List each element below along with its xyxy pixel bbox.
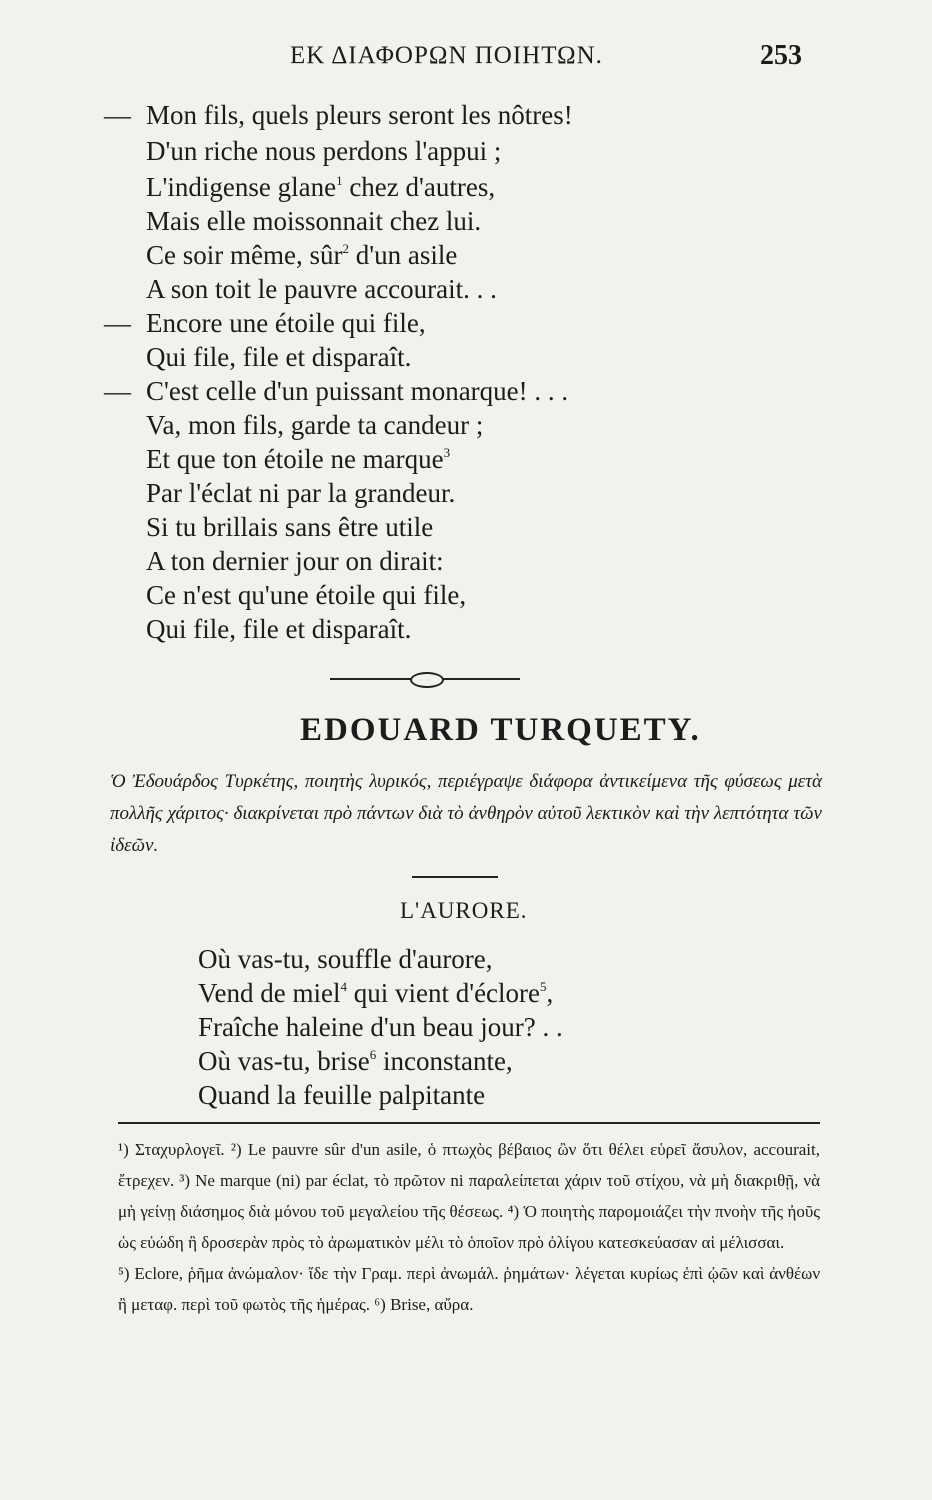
footnote-ref: 3 [443,445,451,460]
footnote-ref: 1 [336,173,343,188]
verse-line: Où vas-tu, souffle d'aurore, [198,944,493,974]
footnote-block-1: ¹) Σταχυρλογεῖ. ²) Le pauvre sûr d'un asile, ὁ πτωχὸς βέβαιος ὢν ὅτι θέλει εὑρεῖ ἄσυλον, accourait, ἔτρεχεν. ³) Ne marque (ni) par éclat, τὸ πρῶτον ni παραλείπεται χάριν τοῦ στίχου, νὰ μὴ διακριθῇ, νὰ μὴ γείνῃ διάσημος διὰ μόνου τοῦ μεγαλείου τῆς θέσεως. ⁴) Ὁ ποιητὴς παρομοιάζει τὴν πνοὴν τῆς ἠοῦς ὡς εὐώδη ἢ δροσερὰν πρὸς τὸ ἀρωματικὸν μέλι τὸ ὁποῖον πρὸ ὀλίγου κατεσκεύασαν αἱ μέλισσαι. [118,1140,820,1252]
page-number: 253 [760,40,802,71]
verse-line: Et que ton étoile ne marque$^3$ [146,444,451,474]
footnote-ref: 2 [342,241,349,256]
verse-line: — C'est celle d'un puissant monarque! . . . [104,376,569,406]
verse-line: Si tu brillais sans être utile [146,512,434,542]
verse-line: A son toit le pauvre accourait. . . [146,274,497,304]
footnote-rule [118,1122,820,1124]
verse-line: Va, mon fils, garde ta candeur ; [146,410,484,440]
verse-line: D'un riche nous perdons l'appui ; [146,136,502,166]
poem-title: L'AURORE. [400,898,528,923]
verse-line: Où vas-tu, brise$^6$ inconstante, [198,1046,513,1076]
section-ornament [330,672,520,686]
divider-rule [412,876,498,878]
verse-line: Ce n'est qu'une étoile qui file, [146,580,467,610]
verse-line: Par l'éclat ni par la grandeur. [146,478,456,508]
verse-line: — Mon fils, quels pleurs seront les nôtres! [104,100,573,130]
verse-line: — Encore une étoile qui file, [104,308,426,338]
footnote-ref: 5 [540,979,547,994]
author-heading: EDOUARD TURQUETY. [300,712,701,748]
verse-line: A ton dernier jour on dirait: [146,546,444,576]
verse-line: Qui file, file et disparaît. [146,342,412,372]
verse-line: Ce soir même, sûr$^2$ d'un asile [146,240,458,270]
footnote-block-2: ⁵) Eclore, ῥῆμα ἀνώμαλον· ἴδε τὴν Γραμ. περὶ ἀνωμάλ. ῥημάτων· λέγεται κυρίως ἐπὶ ᾠῶν καὶ ἀνθέων ἢ μεταφ. περὶ τοῦ φωτὸς τῆς ἡμέρας. ⁶) Brise, αὔρα. [118,1264,820,1314]
verse-line: Quand la feuille palpitante [198,1080,486,1110]
footnote-ref: 6 [369,1047,377,1062]
footnotes [118,1134,820,1320]
verse-line: Fraîche haleine d'un beau jour? . . [198,1012,563,1042]
verse-line: Qui file, file et disparaît. [146,614,412,644]
verse-line: Mais elle moissonnait chez lui. [146,206,482,236]
show-through [470,90,730,550]
verse-line: Vend de miel$^4$ qui vient d'éclore$^5$, [198,978,554,1008]
running-title: ΕΚ ΔΙΑΦΟΡΩΝ ΠΟΙΗΤΩΝ. [290,42,603,69]
footnote-ref: 4 [340,979,347,994]
verse-line: L'indigense glane$^1$ chez d'autres, [146,172,496,202]
author-intro: Ὁ Ἐδουάρδος Τυρκέτης, ποιητὴς λυρικός, περιέγραψε διάφορα ἀντικείμενα τῆς φύσεως μετὰ πολλῆς χάριτος· διακρίνεται πρὸ πάντων διὰ τὸ ἀνθηρὸν αὐτοῦ λεκτικὸν καὶ τὴν λεπτότητα τῶν ἰδεῶν. [110,771,822,856]
